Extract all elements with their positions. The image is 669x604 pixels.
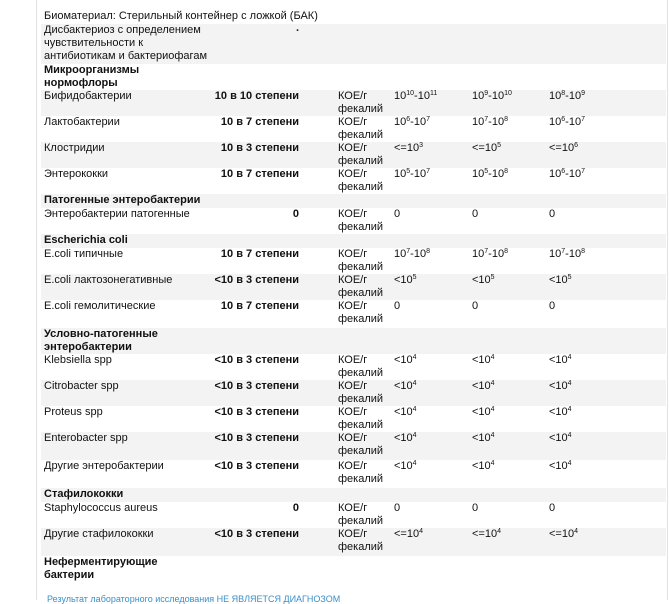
unit: КОЕ/г [338,116,368,128]
exponent: 5 [406,168,411,175]
exponent: 8 [426,248,430,255]
section-title: Стафилококки [44,488,124,500]
exponent: 4 [412,380,417,387]
organism-name: Citrobacter spp [44,380,119,392]
unit: КОЕ/г [338,142,368,154]
exponent: 7 [426,116,430,123]
result-value: <10 в 3 степени [214,528,299,540]
exponent: 4 [412,432,417,439]
reference-range-1: $<10^4$ [394,380,417,392]
result-value: 10 в 7 степени [220,300,299,312]
reference-range-1: $<10^4$ [394,354,417,366]
result-row [41,502,666,528]
result-value: <10 в 3 степени [214,274,299,286]
exponent: 6 [561,116,566,123]
exponent: 7 [561,248,566,255]
section-normoflora [41,64,666,90]
unit-line-2: фекалий [338,221,384,233]
reference-range-2: $<=10^4$ [472,528,501,540]
reference-range-2: $<=10^5$ [472,142,501,154]
organism-name: E.coli лактозонегативные [44,274,173,286]
result-row [41,168,666,194]
exponent: 6 [406,116,411,123]
organism-name: Другие энтеробактерии [44,460,164,472]
unit-line-2: фекалий [338,473,384,485]
unit: КОЕ/г [338,460,368,472]
exponent: 8 [504,116,508,123]
exponent: 10 [406,90,415,97]
exponent: 8 [504,248,508,255]
result-row [41,90,666,116]
exponent: 4 [490,460,495,467]
biomaterial-line: Биоматериал: Стерильный контейнер с ложкой (БАК) [44,10,318,22]
exponent: 5 [490,274,495,281]
reference-range-1: 0 [394,300,401,312]
reference-range-1: $<=10^3$ [394,142,423,154]
unit-line-2: фекалий [338,313,384,325]
exponent: 10 [504,90,512,97]
reference-range-2: 0 [472,502,479,514]
exponent: 11 [429,90,438,97]
exponent: 7 [484,248,489,255]
test-name-line-3: антибиотикам и бактериофагам [44,50,208,62]
unit: КОЕ/г [338,432,368,444]
reference-range-2: $10^7-10^8$ [472,248,508,260]
reference-range-2: 0 [472,208,479,220]
result-row [41,432,666,460]
exponent: 3 [419,142,423,149]
section-pathogenic [41,194,666,208]
exponent: 5 [497,142,501,149]
exponent: 4 [497,528,501,535]
reference-range-3: $<10^4$ [549,432,572,444]
result-value: 10 в 7 степени [220,168,299,180]
organism-name: Proteus spp [44,406,103,418]
unit: КОЕ/г [338,274,368,286]
reference-range-3: $10^7-10^8$ [549,248,585,260]
exponent: 4 [412,460,417,467]
section-title-line-2: нормофлоры [44,77,118,89]
exponent: 6 [561,168,566,175]
exponent: 4 [490,432,495,439]
unit-line-2: фекалий [338,287,384,299]
exponent: 7 [484,116,489,123]
reference-range-1: $<10^4$ [394,406,417,418]
exponent: 6 [574,142,578,149]
unit-line-2: фекалий [338,419,384,431]
result-row [41,142,666,168]
reference-range-1: $10^7-10^8$ [394,248,430,260]
exponent: 4 [567,432,572,439]
unit-line-2: фекалий [338,515,384,527]
reference-range-1: $<10^4$ [394,432,417,444]
unit-line-2: фекалий [338,155,384,167]
result-value: <10 в 3 степени [214,460,299,472]
reference-range-3: $10^6-10^7$ [549,116,585,128]
result-value: <10 в 3 степени [214,432,299,444]
unit-line-2: фекалий [338,445,384,457]
reference-range-3: $<=10^6$ [549,142,578,154]
organism-name: Другие стафилококки [44,528,154,540]
exponent: 9 [484,90,489,97]
exponent: 4 [490,406,495,413]
section-title-line-2: энтеробактерии [44,341,132,353]
reference-range-2: $10^9-10^{10}$ [472,90,512,102]
reference-range-3: 0 [549,300,556,312]
organism-name: Klebsiella spp [44,354,112,366]
exponent: 9 [581,90,585,97]
reference-range-3: $<10^4$ [549,380,572,392]
reference-range-1: $<10^4$ [394,460,417,472]
section-ecoli [41,234,666,248]
exponent: 5 [567,274,572,281]
organism-name: Staphylococcus aureus [44,502,158,514]
exponent: 8 [581,248,585,255]
section-title-line-1: Микроорганизмы [44,64,140,76]
unit: КОЕ/г [338,380,368,392]
reference-range-3: $10^8-10^9$ [549,90,585,102]
result-row [41,248,666,274]
unit-line-2: фекалий [338,261,384,273]
result-row [41,116,666,142]
unit: КОЕ/г [338,168,368,180]
exponent: 4 [412,406,417,413]
unit: КОЕ/г [338,354,368,366]
reference-range-1: $10^{10}-10^{11}$ [394,90,438,102]
reference-range-1: $<10^5$ [394,274,417,286]
exponent: 4 [490,354,495,361]
organism-name: Клостридии [44,142,105,154]
reference-range-2: $<10^4$ [472,460,495,472]
exponent: 4 [419,528,423,535]
unit-line-2: фекалий [338,393,384,405]
organism-name: E.coli типичные [44,248,124,260]
reference-range-2: $<10^4$ [472,380,495,392]
result-value: 0 [292,208,299,220]
reference-range-1: $10^5-10^7$ [394,168,430,180]
result-value: 10 в 10 степени [214,90,299,102]
reference-range-3: $<10^5$ [549,274,572,286]
section-title: Патогенные энтеробактерии [44,194,201,206]
reference-range-3: $<10^4$ [549,354,572,366]
result-value: 0 [292,502,299,514]
section-title-line-1: Неферментирующие [44,556,158,568]
reference-range-3: 0 [549,208,556,220]
exponent: 7 [581,168,585,175]
unit: КОЕ/г [338,406,368,418]
unit-line-2: фекалий [338,181,384,193]
organism-name: Лактобактерии [44,116,120,128]
exponent: 5 [412,274,417,281]
exponent: 7 [581,116,585,123]
reference-range-2: $<10^4$ [472,432,495,444]
reference-range-3: $<10^4$ [549,460,572,472]
reference-range-3: $<10^4$ [549,406,572,418]
section-opportunistic [41,328,666,354]
result-value: 10 в 7 степени [220,116,299,128]
unit: КОЕ/г [338,208,368,220]
organism-name: Энтеробактерии патогенные [44,208,190,220]
result-row [41,208,666,234]
section-title-line-1: Условно-патогенные [44,328,158,340]
result-value: <10 в 3 степени [214,380,299,392]
organism-name: Enterobacter spp [44,432,128,444]
exponent: 8 [561,90,566,97]
test-header-row [41,24,666,64]
reference-range-2: $<10^4$ [472,406,495,418]
unit-line-2: фекалий [338,129,384,141]
result-row [41,460,666,488]
result-row [41,528,666,556]
exponent: 4 [412,354,417,361]
exponent: 4 [567,354,572,361]
exponent: 4 [567,460,572,467]
test-dot: . [296,22,300,34]
section-staph [41,488,666,502]
reference-range-1: 0 [394,208,401,220]
reference-range-2: $<10^4$ [472,354,495,366]
unit: КОЕ/г [338,300,368,312]
result-row [41,380,666,406]
reference-range-2: $10^5-10^8$ [472,168,508,180]
disclaimer-footer: Результат лабораторного исследования НЕ ЯВЛЯЕТСЯ ДИАГНОЗОМ [47,594,341,604]
section-title-line-2: бактерии [44,569,95,581]
unit-line-2: фекалий [338,541,384,553]
result-row [41,406,666,432]
exponent: 4 [490,380,495,387]
reference-range-1: $10^6-10^7$ [394,116,430,128]
reference-range-2: $<10^5$ [472,274,495,286]
result-value: 10 в 7 степени [220,248,299,260]
exponent: 7 [426,168,430,175]
unit: КОЕ/г [338,248,368,260]
reference-range-3: $10^6-10^7$ [549,168,585,180]
result-row [41,354,666,380]
unit-line-2: фекалий [338,367,384,379]
unit: КОЕ/г [338,502,368,514]
reference-range-2: $10^7-10^8$ [472,116,508,128]
test-name-line-2: чувствительности к [44,37,144,49]
reference-range-3: 0 [549,502,556,514]
organism-name: Энтерококки [44,168,109,180]
unit-line-2: фекалий [338,103,384,115]
organism-name: Бифидобактерии [44,90,132,102]
exponent: 4 [567,380,572,387]
exponent: 4 [574,528,578,535]
exponent: 8 [504,168,508,175]
section-title: Escherichia coli [44,234,128,246]
exponent: 5 [484,168,489,175]
reference-range-1: 0 [394,502,401,514]
organism-name: E.coli гемолитические [44,300,156,312]
unit: КОЕ/г [338,90,368,102]
test-name-line-1: Дисбактериоз с определением [44,24,201,36]
result-value: 10 в 3 степени [220,142,299,154]
result-row [41,300,666,328]
result-value: <10 в 3 степени [214,354,299,366]
exponent: 7 [406,248,411,255]
reference-range-3: $<=10^4$ [549,528,578,540]
reference-range-2: 0 [472,300,479,312]
unit: КОЕ/г [338,528,368,540]
result-row [41,274,666,300]
section-nonfermenting [41,556,666,584]
reference-range-1: $<=10^4$ [394,528,423,540]
result-value: <10 в 3 степени [214,406,299,418]
exponent: 4 [567,406,572,413]
